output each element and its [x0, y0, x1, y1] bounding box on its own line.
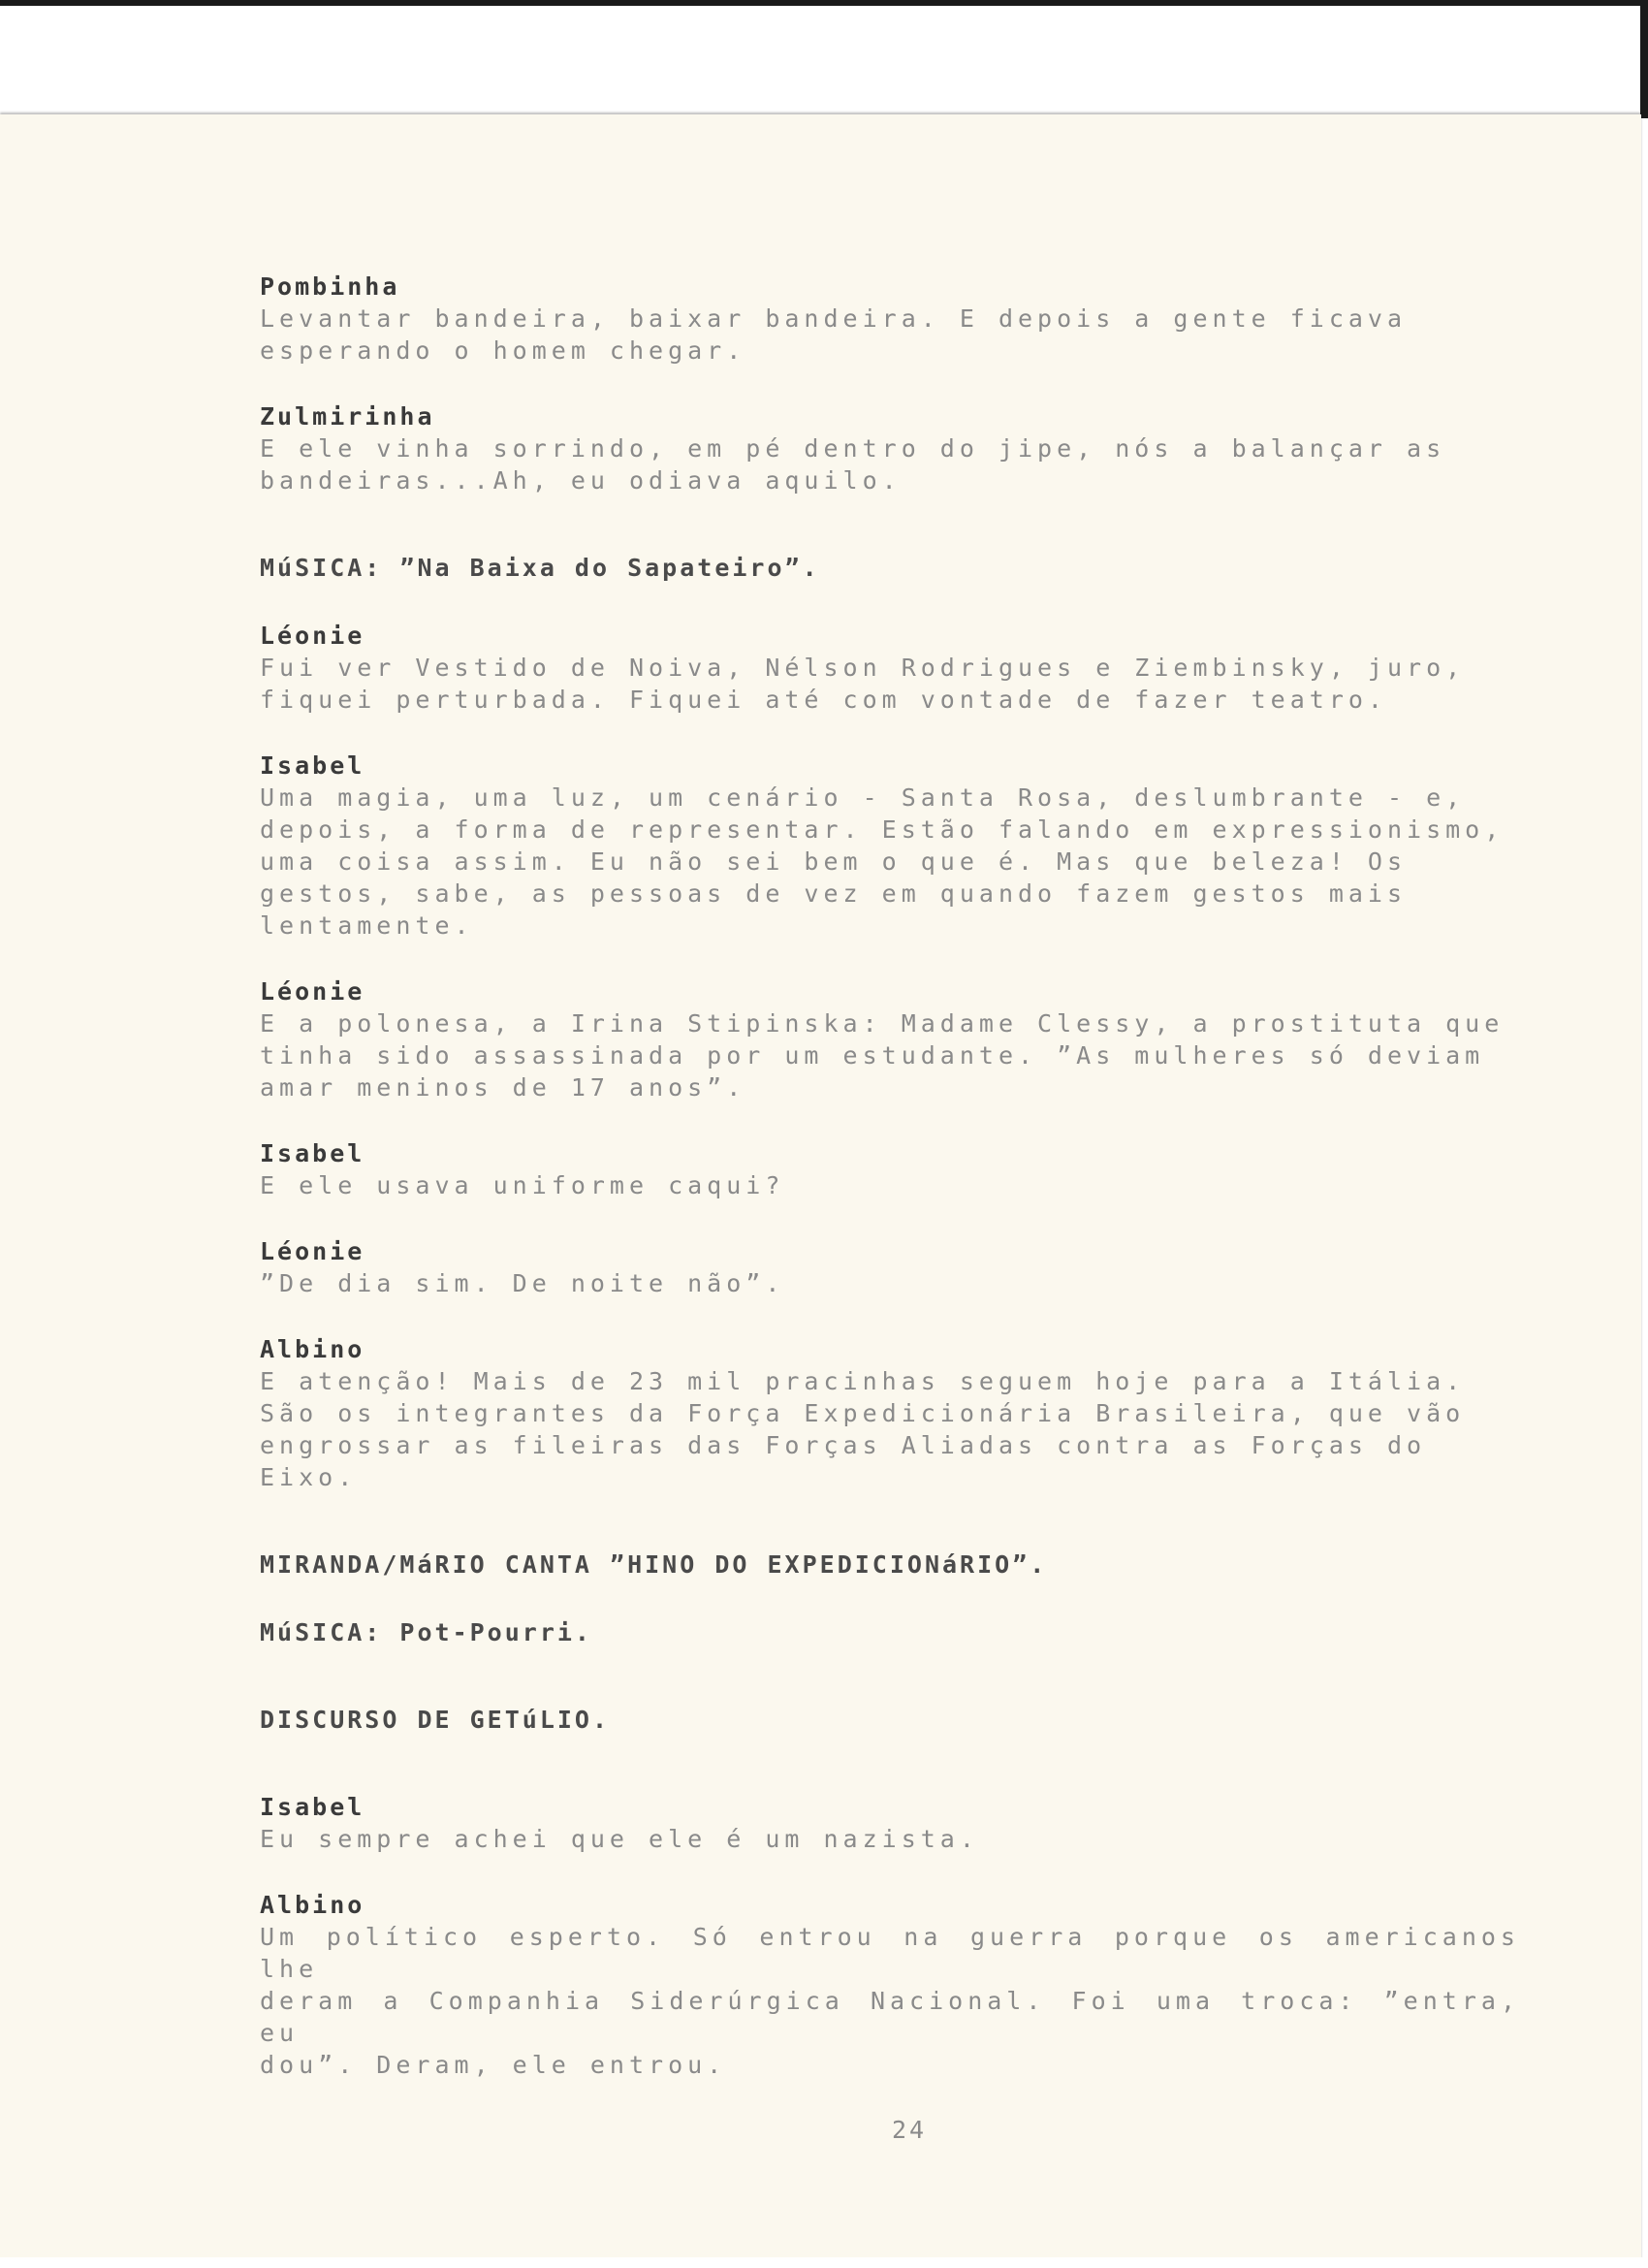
speaker-name: Léonie [260, 977, 365, 1006]
dialogue-line: amar meninos de 17 anos”. [260, 1073, 746, 1102]
scan-background [0, 0, 1648, 118]
dialogue-line: Um político esperto. Só entrou na guerra porque os americanos lhe [260, 1923, 1520, 1983]
speaker-name: Isabel [260, 751, 365, 780]
dialogue-line: esperando o homem chegar. [260, 336, 746, 365]
dialogue-line: E ele usava uniforme caqui? [260, 1171, 785, 1199]
speaker-name: Léonie [260, 622, 365, 650]
script-content [260, 272, 1520, 2116]
dialogue-block [260, 1792, 1520, 1855]
dialogue-line: ”De dia sim. De noite não”. [260, 1269, 785, 1297]
dialogue-line: E a polonesa, a Irina Stipinska: Madame Clessy, a prostituta que [260, 1009, 1505, 1038]
scanner-border-right [1640, 0, 1648, 118]
dialogue-line: lentamente. [260, 911, 474, 940]
dialogue-line: dou”. Deram, ele entrou. [260, 2051, 727, 2079]
scan-background-bottom [0, 2257, 1648, 2268]
dialogue-line: Eixo. [260, 1463, 358, 1491]
speaker-name: Zulmirinha [260, 402, 435, 431]
dialogue-block [260, 621, 1520, 716]
stage-cue-music: MúSICA: ”Na Baixa do Sapateiro”. [260, 554, 820, 582]
dialogue-line: Uma magia, uma luz, um cenário - Santa Rosa, deslumbrante - e, [260, 783, 1466, 812]
speaker-name: Léonie [260, 1237, 365, 1265]
dialogue-line: E ele vinha sorrindo, em pé dentro do jipe, nós a balançar as [260, 434, 1446, 463]
dialogue-line: E atenção! Mais de 23 mil pracinhas seguem hoje para a Itália. [260, 1367, 1466, 1395]
speaker-name: Isabel [260, 1793, 365, 1821]
dialogue-line: gestos, sabe, as pessoas de vez em quando fazem gestos mais [260, 879, 1408, 908]
dialogue-line: bandeiras...Ah, eu odiava aquilo. [260, 466, 902, 495]
dialogue-line: fiquei perturbada. Fiquei até com vontade de fazer teatro. [260, 686, 1387, 714]
dialogue-line: Eu sempre achei que ele é um nazista. [260, 1825, 979, 1853]
dialogue-block [260, 751, 1520, 942]
scanner-border-top [0, 0, 1648, 6]
speaker-name: Isabel [260, 1139, 365, 1167]
dialogue-line: deram a Companhia Siderúrgica Nacional. Foi uma troca: ”entra, eu [260, 1987, 1520, 2047]
dialogue-line: tinha sido assassinada por um estudante. ”As mulheres só deviam [260, 1041, 1485, 1070]
dialogue-block [260, 976, 1520, 1103]
page-number: 24 [892, 2116, 928, 2144]
dialogue-line: uma coisa assim. Eu não sei bem o que é. Mas que beleza! Os [260, 847, 1408, 876]
dialogue-block [260, 272, 1520, 367]
dialogue-line: engrossar as fileiras das Forças Aliadas contra as Forças do [260, 1431, 1427, 1459]
dialogue-line: São os integrantes da Força Expedicionária Brasileira, que vão [260, 1399, 1466, 1427]
stage-cue-speech: DISCURSO DE GETúLIO. [260, 1706, 611, 1734]
speaker-name: Albino [260, 1891, 365, 1919]
dialogue-line: Levantar bandeira, baixar bandeira. E depois a gente ficava [260, 304, 1408, 333]
dialogue-block [260, 401, 1520, 496]
dialogue-block [260, 1334, 1520, 1493]
speaker-name: Albino [260, 1335, 365, 1363]
dialogue-line: Fui ver Vestido de Noiva, Nélson Rodrigues e Ziembinsky, juro, [260, 654, 1466, 682]
speaker-name: Pombinha [260, 272, 400, 301]
dialogue-block [260, 1236, 1520, 1299]
dialogue-line: depois, a forma de representar. Estão falando em expressionismo, [260, 815, 1505, 844]
stage-cue-music: MúSICA: Pot-Pourri. [260, 1618, 592, 1646]
dialogue-block [260, 1138, 1520, 1201]
dialogue-block [260, 1890, 1520, 2081]
stage-cue-song: MIRANDA/MáRIO CANTA ”HINO DO EXPEDICIONáRIO”. [260, 1550, 1048, 1579]
